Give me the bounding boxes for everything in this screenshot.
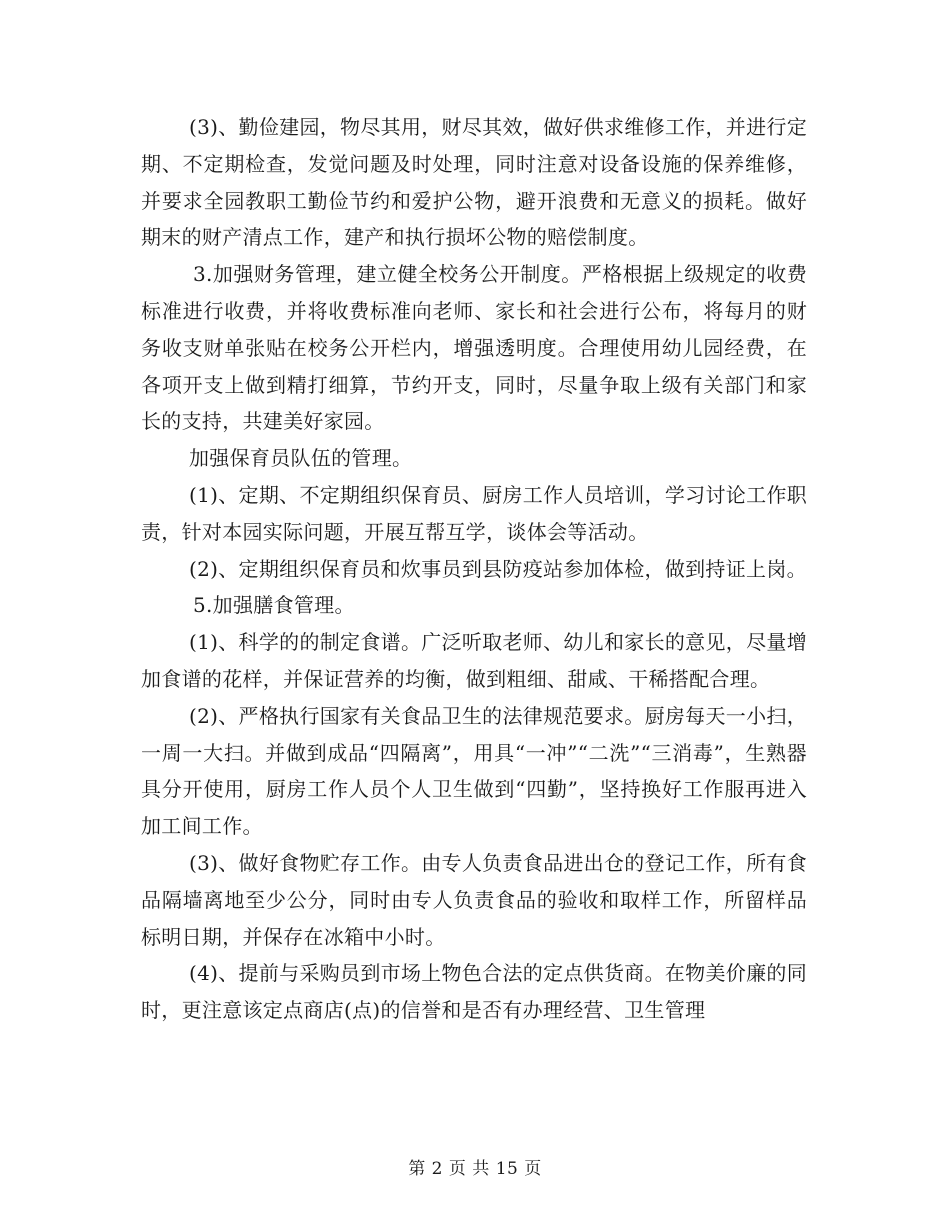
paragraph-supplier: (4)、提前与采购员到市场上物色合法的定点供货商。在物美价廉的同时，更注意该定点商店(点)的信誉和是否有办理经营、卫生管理 bbox=[141, 961, 807, 1023]
document-body bbox=[141, 109, 807, 1029]
paragraph-food-storage: (3)、做好食物贮存工作。由专人负责食品进出仓的登记工作，所有食品隔墙离地至少公分，同时由专人负责食品的验收和取样工作，所留样品标明日期，并保存在冰箱中小时。 bbox=[141, 850, 807, 949]
paragraph-nursery-staff-heading: 加强保育员队伍的管理。 bbox=[189, 446, 413, 471]
page-footer bbox=[0, 1154, 950, 1179]
paragraph-health-check: (2)、定期组织保育员和炊事员到县防疫站参加体检，做到持证上岗。 bbox=[189, 556, 807, 581]
paragraph-menu-planning: (1)、科学的的制定食谱。广泛听取老师、幼儿和家长的意见，尽量增加食谱的花样，并保证营养的均衡，做到粗细、甜咸、干稀搭配合理。 bbox=[141, 630, 807, 691]
paragraph-staff-training: (1)、定期、不定期组织保育员、厨房工作人员培训，学习讨论工作职责，针对本园实际问题，开展互帮互学，谈体会等活动。 bbox=[141, 482, 807, 544]
paragraph-food-hygiene: (2)、严格执行国家有关食品卫生的法律规范要求。厨房每天一小扫，一周一大扫。并做到成品“四隔离”，用具“一冲”“二洗”“三消毒”，生熟器具分开使用，厨房工作人员个人卫生做到“四勤”，坚持换好工作服再进入加工间工作。 bbox=[141, 703, 807, 839]
paragraph-diet-heading: 5.加强膳食管理。 bbox=[193, 593, 355, 618]
paragraph-maintenance: (3)、勤俭建园，物尽其用，财尽其效，做好供求维修工作，并进行定期、不定期检查，发觉问题及时处理，同时注意对设备设施的保养维修，并要求全园教职工勤俭节约和爱护公物，避开浪费和无意义的损耗。做好期末的财产清点工作，建产和执行损坏公物的赔偿制度。 bbox=[141, 115, 807, 250]
page-number: 第 2 页 共 15 页 bbox=[408, 1159, 542, 1179]
paragraph-finance: 3.加强财务管理，建立健全校务公开制度。严格根据上级规定的收费标准进行收费，并将收费标准向老师、家长和社会进行公布，将每月的财务收支财单张贴在校务公开栏内，增强透明度。合理使用幼儿园经费，在各项开支上做到精打细算，节约开支，同时，尽量争取上级有关部门和家长的支持，共建美好家园。 bbox=[141, 262, 807, 434]
